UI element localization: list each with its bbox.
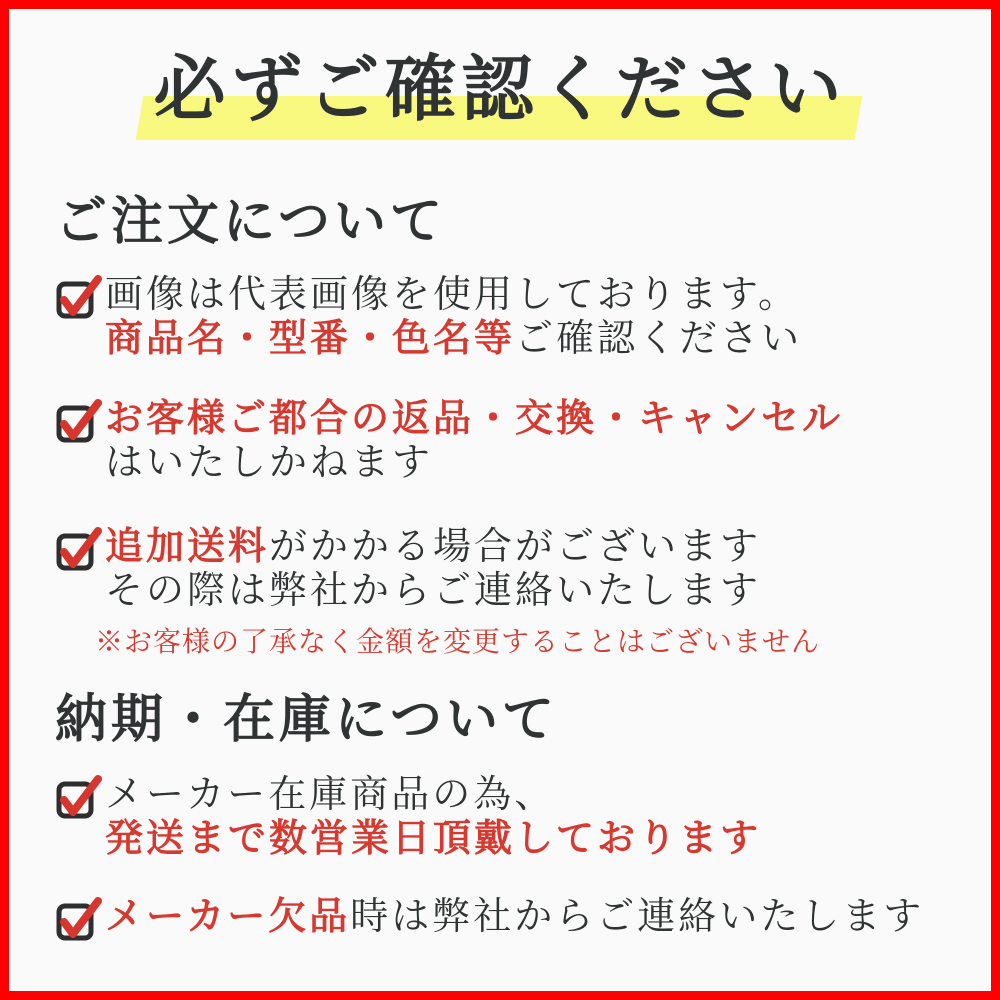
text-segment: 画像は代表画像を使用しております。 [105, 274, 799, 316]
checkbox-icon [55, 775, 101, 819]
text-line [105, 397, 843, 441]
text-segment: がかかる場合がございます [269, 526, 762, 568]
text-line [105, 317, 802, 361]
item-text [105, 273, 802, 361]
section-heading-stock: 納期・在庫について [55, 692, 558, 749]
text-segment: お客様ご都合の返品・交換・キャンセル [105, 398, 844, 440]
checkbox-icon [55, 275, 101, 319]
note-text: ※お客様の了承なく金額を変更することはございません [95, 627, 821, 658]
item-text [105, 773, 761, 861]
checkbox-icon [55, 399, 101, 443]
text-line [105, 273, 802, 317]
item-text [95, 525, 821, 659]
text-segment: 時は弊社からご連絡いたします [350, 896, 925, 938]
text-line [105, 441, 843, 485]
text-line [105, 569, 820, 613]
text-line [105, 817, 761, 861]
text-segment: 商品名・型番・色名等 [105, 318, 516, 360]
text-segment: ご確認ください [515, 318, 803, 360]
checklist-item [55, 773, 761, 861]
checkbox-icon [55, 897, 101, 941]
text-line [105, 773, 761, 817]
text-segment: 発送まで数営業日頂戴しております [105, 818, 762, 860]
checklist-item [55, 397, 843, 485]
title-block [153, 47, 846, 133]
page-title: 必ずご確認ください [153, 50, 847, 130]
text-segment: はいたしかねます [105, 442, 434, 484]
text-segment: 追加送料 [105, 526, 270, 568]
checklist-item [55, 525, 820, 659]
text-line [105, 525, 820, 569]
checkbox-icon [55, 527, 101, 571]
section-heading-order: ご注文について [55, 194, 446, 251]
text-segment: メーカー欠品 [105, 896, 351, 938]
text-segment: その際は弊社からご連絡いたします [105, 570, 762, 612]
item-text [105, 895, 924, 939]
checklist-item [55, 895, 924, 941]
text-segment: メーカー在庫商品の為、 [105, 774, 556, 816]
checklist-item [55, 273, 802, 361]
item-text [105, 397, 843, 485]
text-line [105, 895, 924, 939]
